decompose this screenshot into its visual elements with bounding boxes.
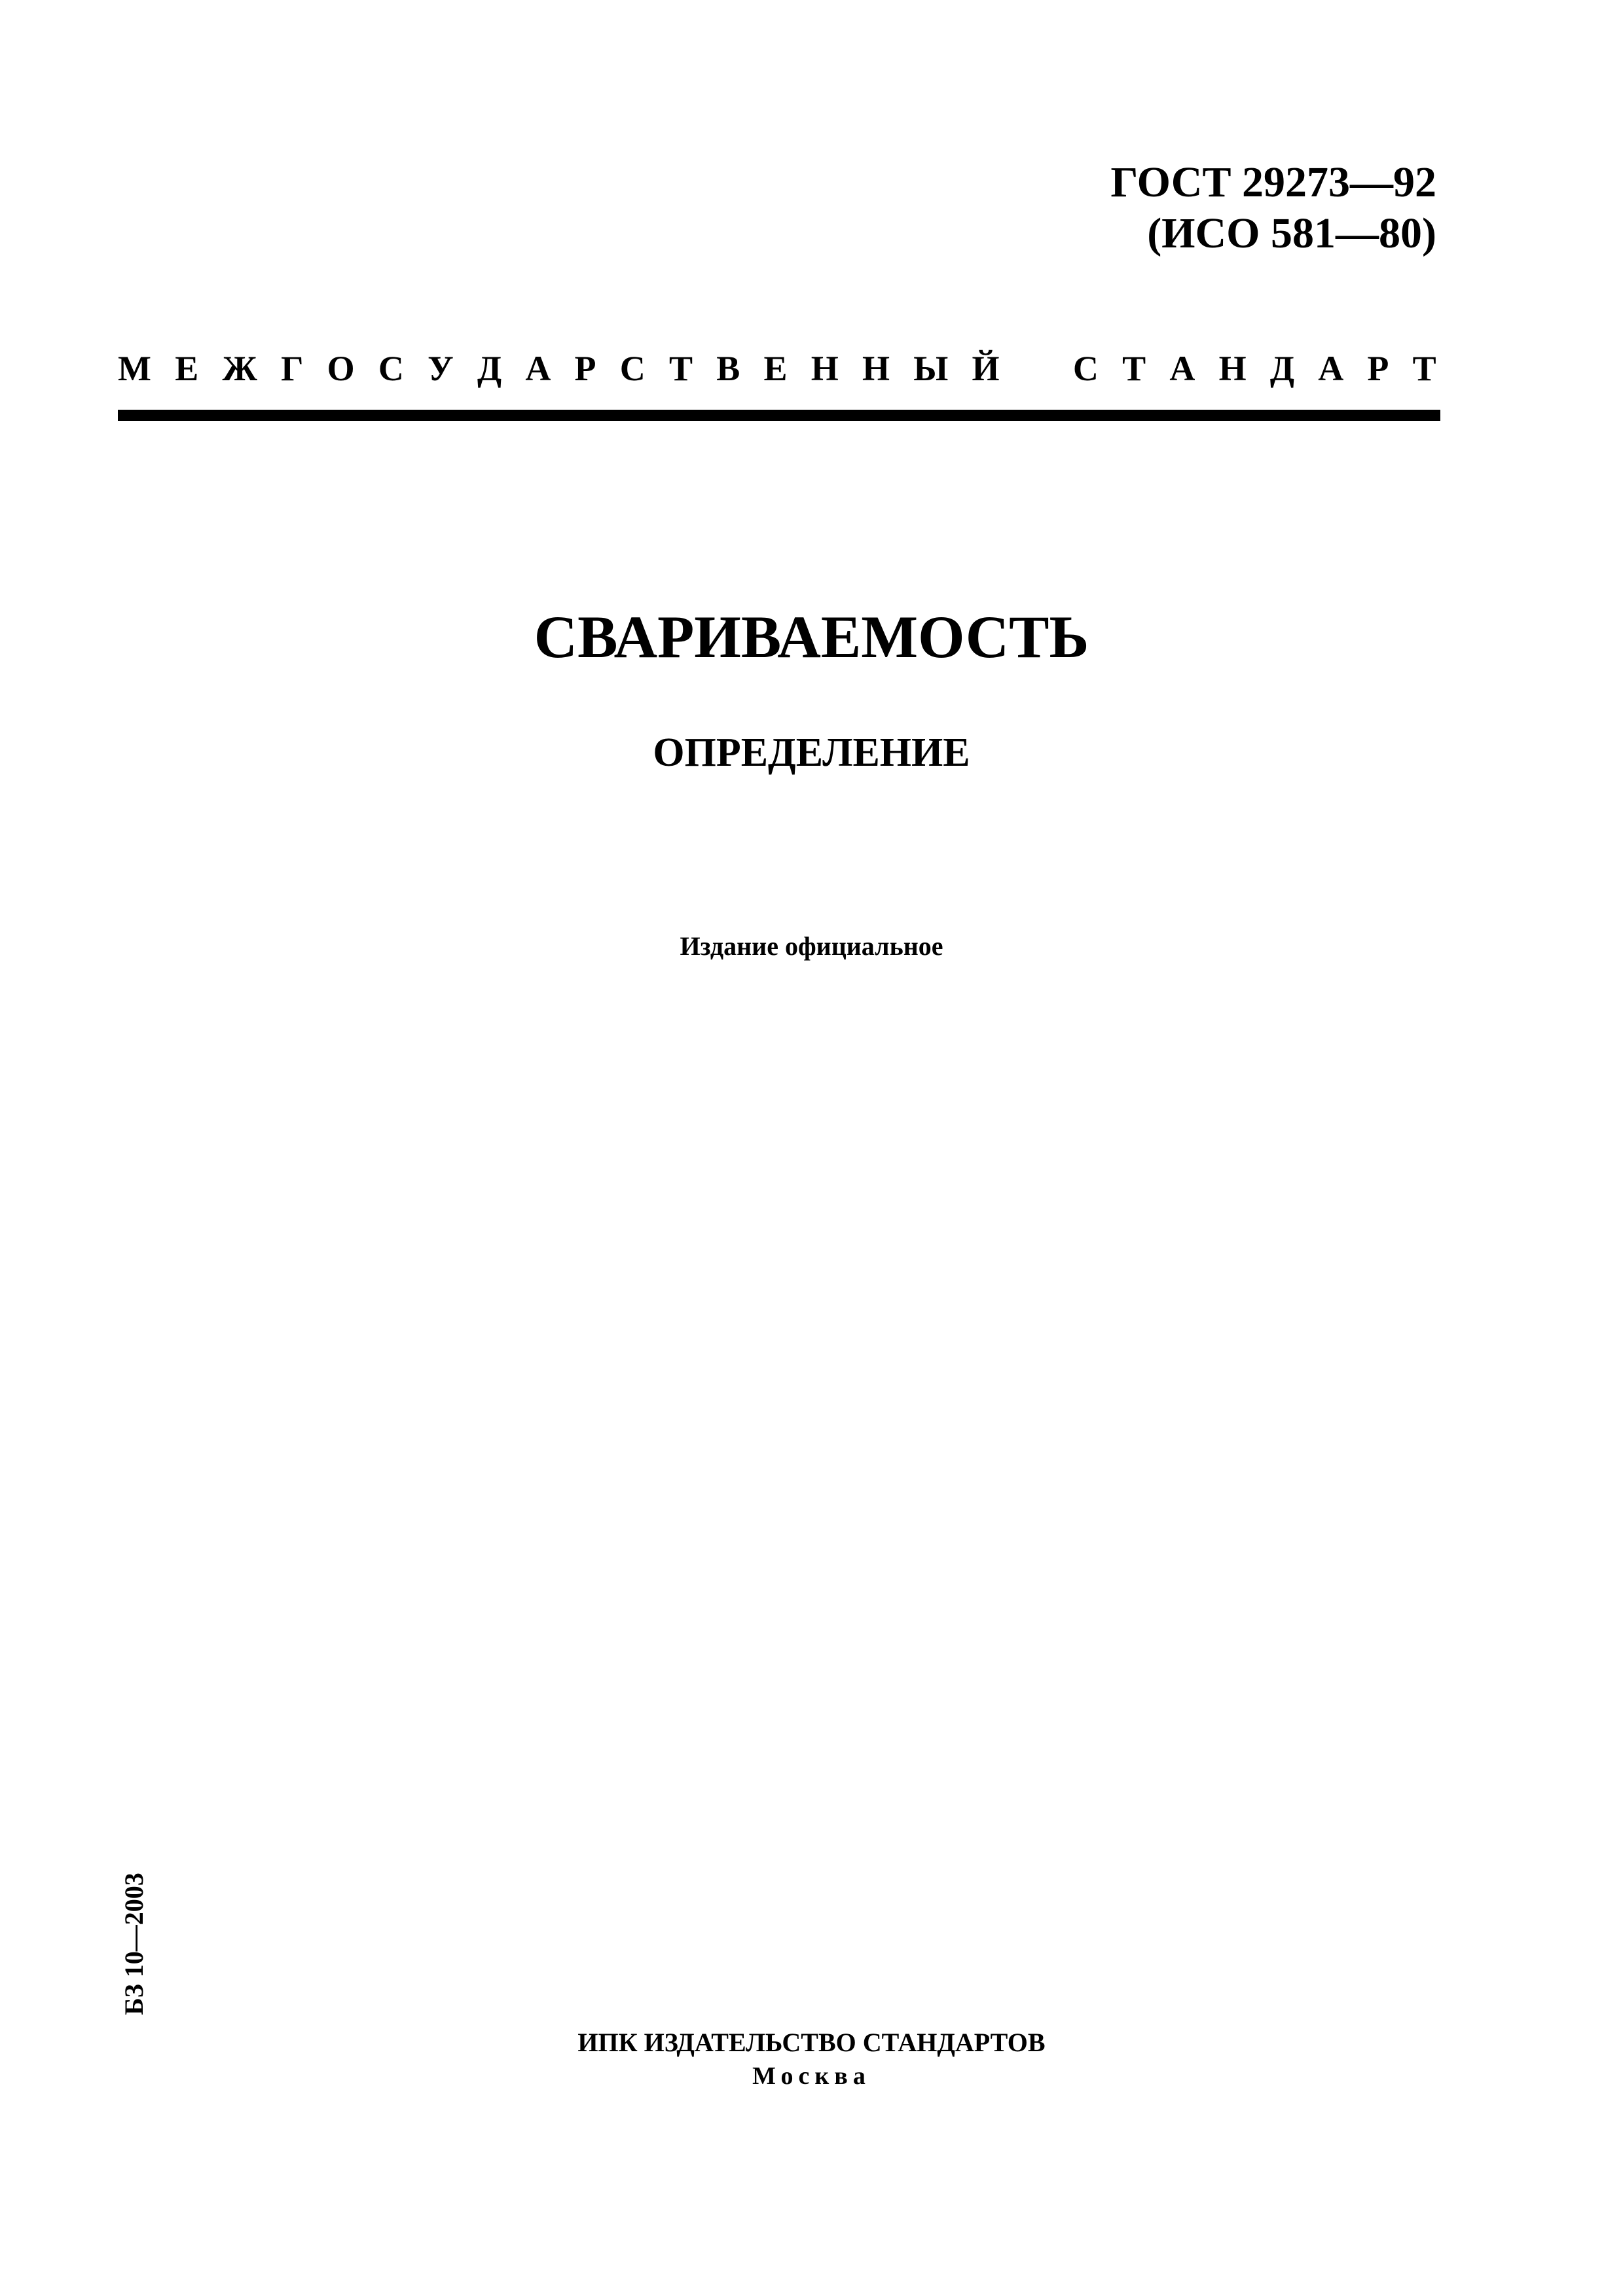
banner-letter: Н [811, 349, 839, 388]
side-code: БЗ 10—2003 [119, 1873, 149, 2015]
publisher-name: ИПК ИЗДАТЕЛЬСТВО СТАНДАРТОВ [577, 2028, 1046, 2057]
gost-designation [1110, 157, 1436, 259]
banner-letter: Д [477, 349, 502, 388]
banner-letter: Н [1218, 349, 1247, 388]
gost-number: ГОСТ 29273—92 [1110, 158, 1436, 206]
banner-letter: С [1072, 349, 1099, 388]
banner-letter: Р [1367, 349, 1389, 388]
banner-letter: А [525, 349, 551, 388]
banner-letter: А [1318, 349, 1344, 388]
banner-letter: Ы [913, 349, 949, 388]
banner-letter: Е [763, 349, 788, 388]
banner-letter: Е [175, 349, 199, 388]
banner-letter: О [327, 349, 355, 388]
banner-letter: А [1169, 349, 1195, 388]
banner-letter: В [716, 349, 740, 388]
document-subtitle: ОПРЕДЕЛЕНИЕ [653, 730, 970, 775]
iso-number: (ИСО 581—80) [1147, 209, 1436, 257]
banner-letter: Й [972, 349, 1000, 388]
banner-letter: Д [1269, 349, 1294, 388]
header-divider [118, 410, 1440, 421]
edition-note: Издание официальное [680, 931, 943, 961]
banner-letter: М [118, 349, 151, 388]
banner-word-gap [1023, 346, 1049, 391]
banner-letter: С [619, 349, 646, 388]
banner-letter: У [428, 349, 454, 388]
banner-letter: Г [281, 349, 304, 388]
publisher-city: Москва [752, 2062, 871, 2090]
banner-letter: С [378, 349, 404, 388]
document-title: СВАРИВАЕМОСТЬ [534, 603, 1089, 670]
banner-letter: Т [1122, 349, 1146, 388]
interstate-standard-banner [118, 346, 1436, 391]
banner-letter: Р [574, 349, 596, 388]
banner-letter: Т [1412, 349, 1436, 388]
banner-letter: Ж [222, 349, 257, 388]
banner-letter: Н [862, 349, 890, 388]
banner-letter: Т [668, 349, 693, 388]
